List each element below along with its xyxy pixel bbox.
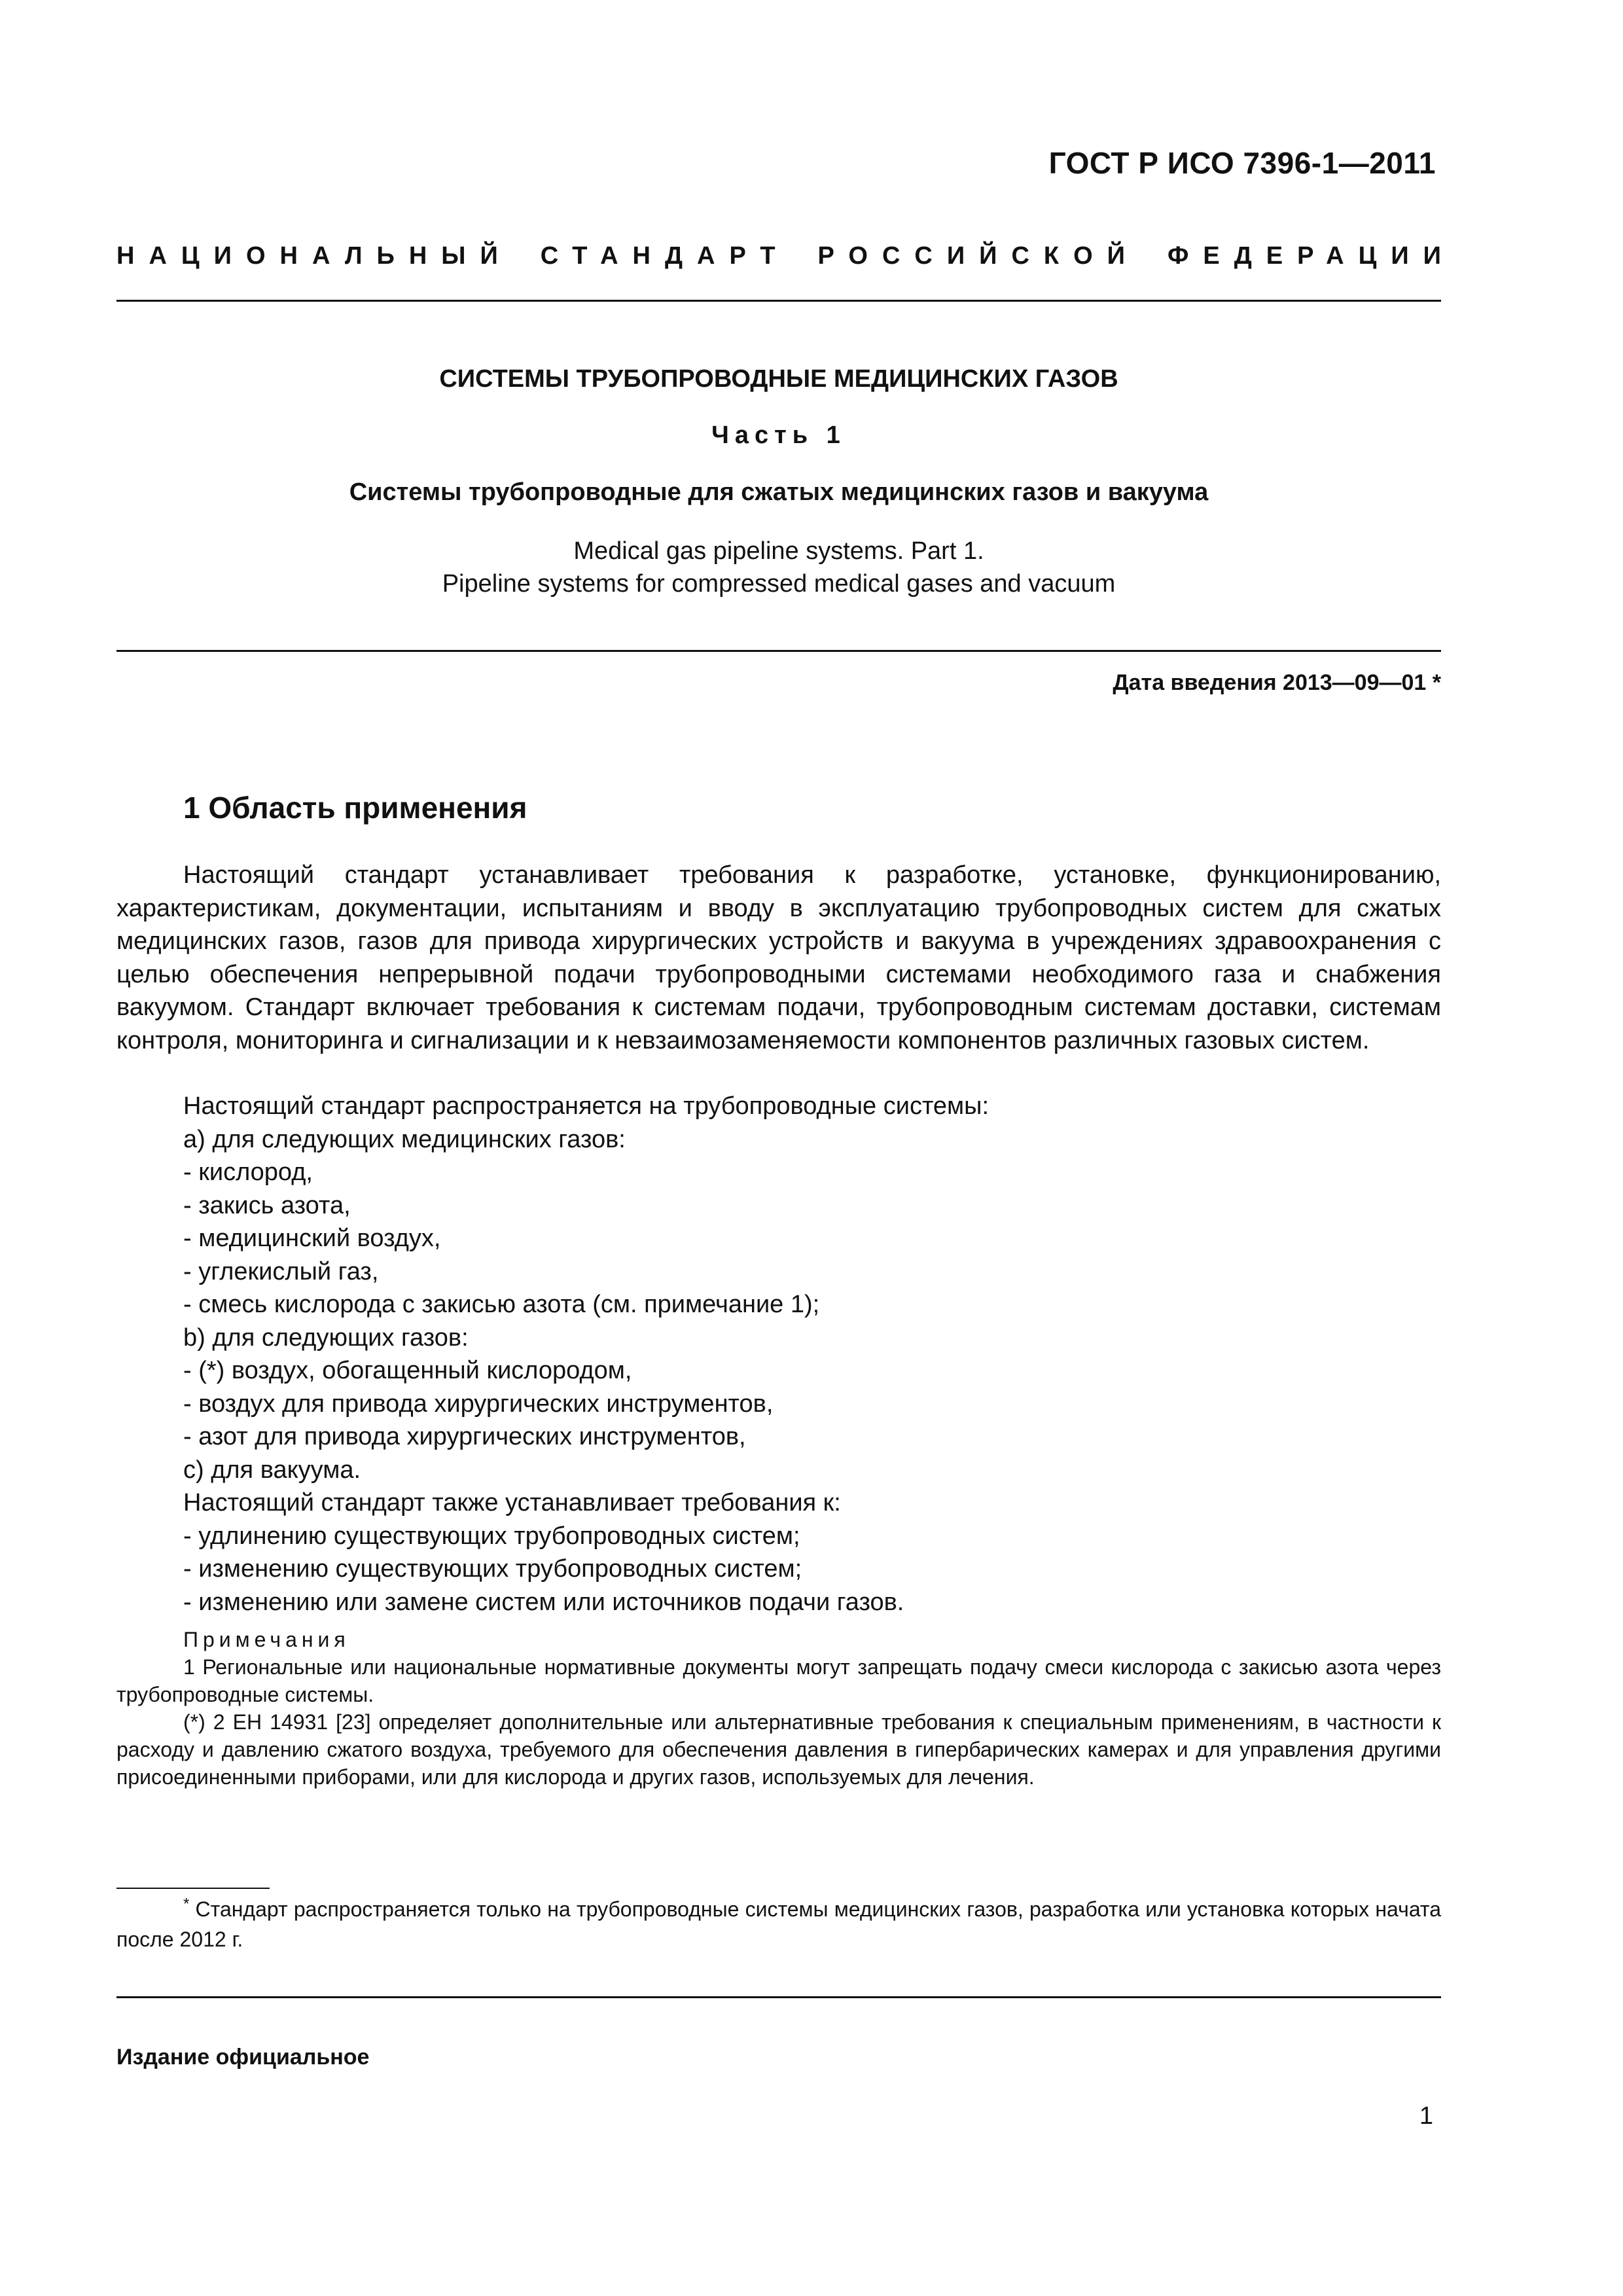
banner-word-3: РОССИЙСКОЙ — [817, 242, 1139, 270]
list-item: - изменению существующих трубопроводных систем; — [183, 1555, 802, 1583]
list-item: - воздух для привода хирургических инструментов, — [183, 1390, 774, 1418]
english-title — [116, 535, 1441, 600]
date-of-introduction: Дата введения 2013—09—01 * — [1113, 670, 1441, 695]
title-divider — [116, 650, 1441, 652]
english-title-line-2: Pipeline systems for compressed medical gases and vacuum — [442, 570, 1116, 598]
list-item: - изменению или замене систем или источников подачи газов. — [183, 1588, 904, 1616]
section-heading: 1 Область применения — [183, 791, 527, 825]
footnote-divider — [116, 1888, 270, 1889]
document-title: СИСТЕМЫ ТРУБОПРОВОДНЫЕ МЕДИЦИНСКИХ ГАЗОВ — [439, 365, 1118, 393]
scope-paragraph: Настоящий стандарт устанавливает требования к разработке, установке, функционированию, характеристикам, документации, испытаниям и вводу в эксплуатацию трубопроводных систем для сжатых медицинских газов, газов для привода хирургических устройств и вакуума в учреждениях здравоохранения с целью обеспечения непрерывной подачи трубопроводными системами необходимого газа и снабжения вакуумом. Стандарт включает требования к системам подачи, трубопроводным системам доставки, системам контроля, мониторинга и сигнализации и к невзаимозаменяемости компонентов различных газовых систем. — [116, 861, 1441, 1054]
footnote-text: Стандарт распространяется только на трубопроводные системы медицинских газов, разработка или установка которых начата после 2012 г. — [116, 1897, 1441, 1951]
footnote — [116, 1894, 1441, 1954]
national-standard-banner — [116, 242, 1455, 270]
list-item: Настоящий стандарт распространяется на трубопроводные системы: — [183, 1092, 990, 1120]
footer-divider — [116, 1996, 1441, 1998]
list-item: - кислород, — [183, 1158, 313, 1186]
list-item: Настоящий стандарт также устанавливает требования к: — [183, 1489, 841, 1516]
header-divider — [116, 300, 1441, 302]
document-subtitle: Системы трубопроводные для сжатых медицинских газов и вакуума — [349, 478, 1209, 506]
list-item: - закись азота, — [183, 1191, 351, 1219]
scope-list — [116, 1090, 1441, 1619]
banner-word-2: СТАНДАРТ — [540, 242, 790, 270]
list-item: - (*) воздух, обогащенный кислородом, — [183, 1357, 632, 1384]
banner-word-4: ФЕДЕРАЦИИ — [1167, 242, 1455, 270]
list-item: - медицинский воздух, — [183, 1225, 441, 1252]
list-item: - удлинению существующих трубопроводных систем; — [183, 1522, 800, 1550]
list-item: c) для вакуума. — [183, 1456, 361, 1484]
list-item: b) для следующих газов: — [183, 1323, 469, 1352]
banner-word-1: НАЦИОНАЛЬНЫЙ — [116, 242, 512, 270]
list-item: - углекислый газ, — [183, 1257, 379, 1285]
page-number: 1 — [1419, 2102, 1433, 2130]
footnote-mark: * — [183, 1895, 190, 1913]
standard-code: ГОСТ Р ИСО 7396-1—2011 — [1048, 146, 1436, 180]
list-item: - азот для привода хирургических инструментов, — [183, 1423, 746, 1450]
official-edition-label: Издание официальное — [116, 2045, 370, 2070]
list-item: - смесь кислорода с закисью азота (см. примечание 1); — [183, 1291, 820, 1318]
note-2: (*) 2 ЕН 14931 [23] определяет дополнительные или альтернативные требования к специальным применениям, в частности к расходу и давлению сжатого воздуха, требуемого для обеспечения давления в гипербарических камерах и для управления другими присоединенными приборами, или для кислорода и других газов, используемых для лечения. — [116, 1710, 1441, 1789]
english-title-line-1: Medical gas pipeline systems. Part 1. — [573, 537, 984, 565]
notes-title: Примечания — [183, 1628, 350, 1651]
list-item: a) для следующих медицинских газов: — [183, 1125, 626, 1153]
document-part: Часть 1 — [711, 422, 846, 449]
note-1: 1 Региональные или национальные нормативные документы могут запрещать подачу смеси кислорода с закисью азота через трубопроводные системы. — [116, 1655, 1441, 1706]
notes-block — [116, 1626, 1441, 1791]
